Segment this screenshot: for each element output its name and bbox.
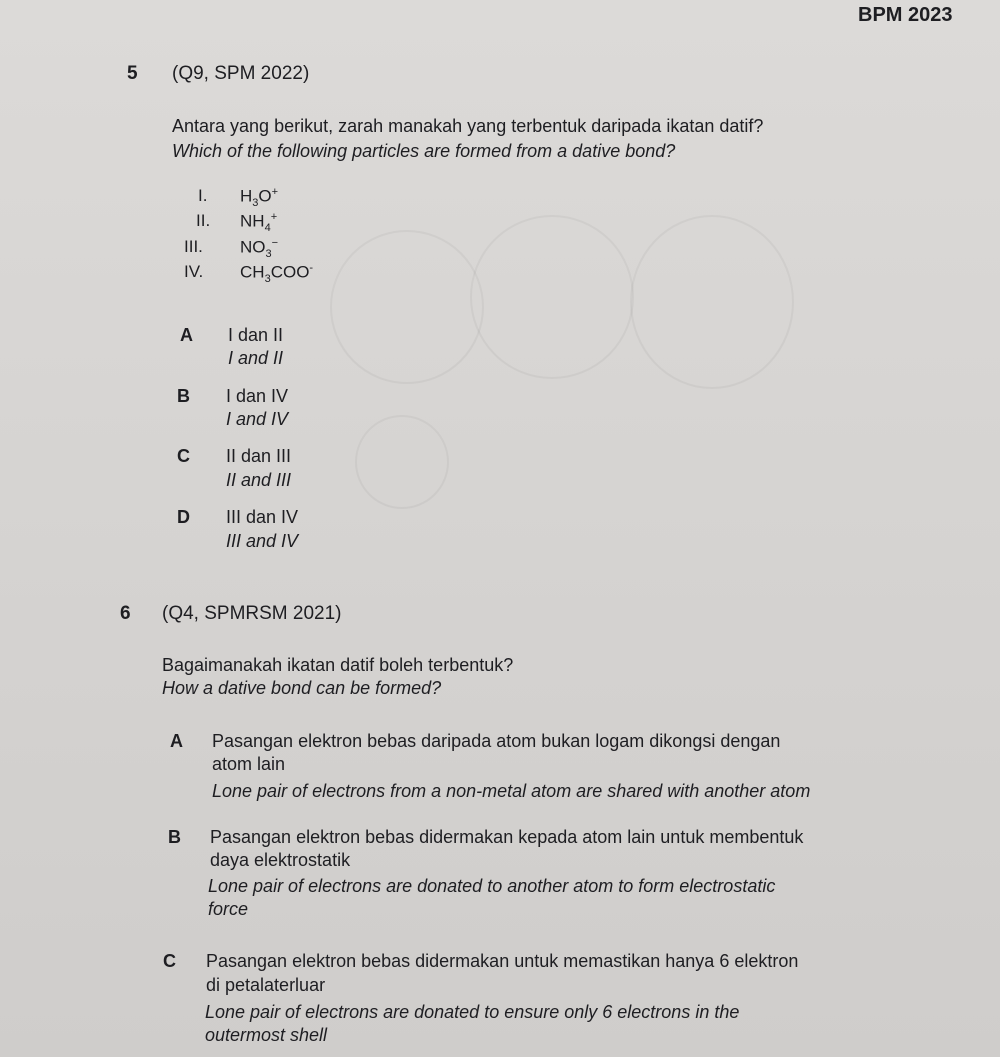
showthrough-circle-2 (470, 215, 634, 379)
option-english: III and IV (226, 531, 299, 551)
option-malay-line-1: Pasangan elektron bebas didermakan kepada atom lain untuk membentuk (210, 827, 804, 847)
option-letter: C (177, 446, 190, 466)
option-letter: A (170, 731, 183, 751)
question-6-stem-malay: Bagaimanakah ikatan datif boleh terbentuk? (162, 655, 514, 675)
question-6-number: 6 (120, 603, 131, 624)
option-english-line-1: Lone pair of electrons are donated to ensure only 6 electrons in the (205, 1002, 740, 1022)
item-numeral: III. (184, 237, 203, 256)
item-numeral: IV. (184, 262, 204, 281)
option-letter: B (177, 386, 190, 406)
option-english: I and II (228, 348, 284, 368)
item-species-nh4: $NH_4^+$ (240, 211, 278, 235)
showthrough-circle-3 (630, 215, 794, 389)
option-malay-line-1: Pasangan elektron bebas didermakan untuk memastikan hanya 6 elektron (206, 951, 799, 971)
option-malay: III dan IV (226, 507, 299, 527)
question-5-stem-malay: Antara yang berikut, zarah manakah yang terbentuk daripada ikatan datif? (172, 116, 764, 136)
question-6-source: (Q4, SPMRSM 2021) (162, 603, 342, 624)
option-malay-line-2: atom lain (212, 754, 286, 774)
question-5-source: (Q9, SPM 2022) (172, 63, 310, 84)
option-letter: A (180, 325, 193, 345)
question-6-stem-english: How a dative bond can be formed? (162, 678, 442, 698)
option-english-line-1: Lone pair of electrons are donated to another atom to form electrostatic (208, 876, 776, 896)
item-species-ch3coo: $CH_3COO^-$ (240, 262, 314, 286)
showthrough-circle-1 (330, 230, 484, 384)
item-species-no3: $NO_3^-$ (240, 237, 279, 261)
option-malay-line-2: di petalaterluar (206, 975, 326, 995)
option-malay: I dan IV (226, 386, 289, 406)
option-letter: C (163, 951, 176, 971)
question-5-stem-english: Which of the following particles are formed from a dative bond? (172, 141, 676, 161)
option-letter: D (177, 507, 190, 527)
option-english: I and IV (226, 409, 289, 429)
option-english-line-1: Lone pair of electrons from a non-metal atom are shared with another atom (212, 781, 811, 801)
showthrough-circle-4 (355, 415, 449, 509)
option-malay-line-2: daya elektrostatik (210, 850, 351, 870)
option-english-line-2: force (208, 899, 249, 919)
option-letter: B (168, 827, 181, 847)
item-numeral: II. (196, 211, 211, 230)
question-5-number: 5 (127, 63, 138, 84)
option-english-line-2: outermost shell (205, 1025, 328, 1045)
item-numeral: I. (198, 186, 208, 205)
option-malay: II dan III (226, 446, 292, 466)
option-malay-line-1: Pasangan elektron bebas daripada atom bukan logam dikongsi dengan (212, 731, 781, 751)
page-header: BPM 2023 (858, 4, 953, 26)
option-english: II and III (226, 470, 292, 490)
option-malay: I dan II (228, 325, 284, 345)
item-species-h3o: $H_3O^+$ (240, 186, 279, 210)
